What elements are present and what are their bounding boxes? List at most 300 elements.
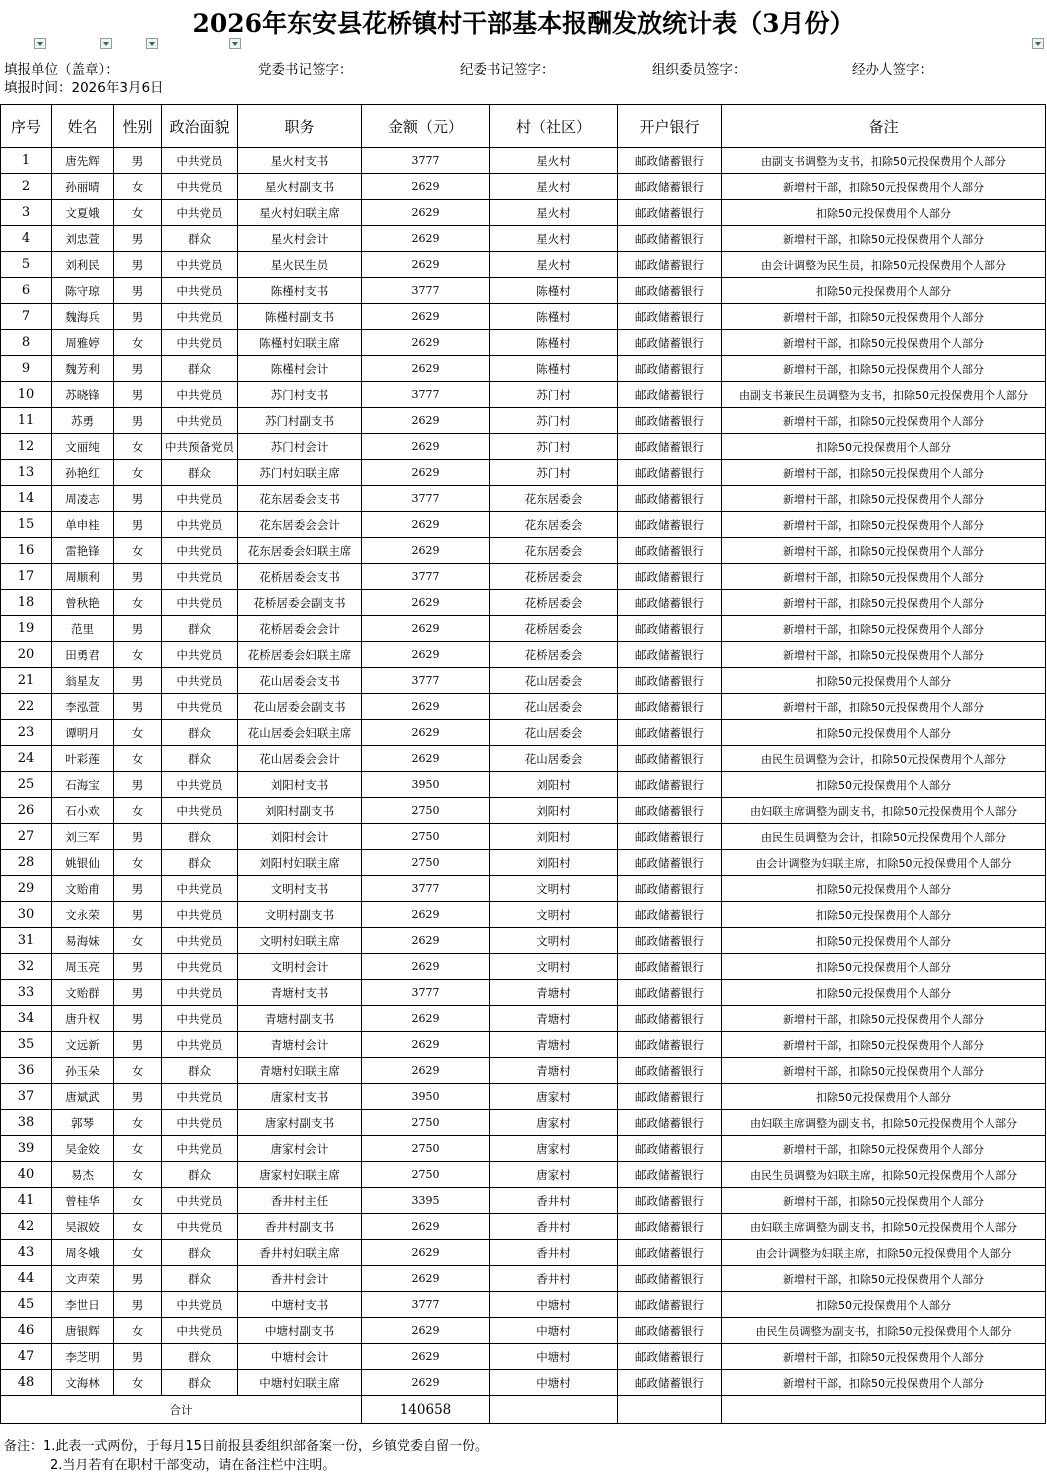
position-cell: 星火村副支书 bbox=[238, 174, 362, 200]
table-row bbox=[1, 1318, 1046, 1344]
amount-cell: 2629 bbox=[362, 954, 490, 980]
person-name-cell: 吴淑姣 bbox=[52, 1214, 114, 1240]
village-cell: 文明村 bbox=[490, 954, 618, 980]
village-cell: 陈槿村 bbox=[490, 356, 618, 382]
bank-cell: 邮政储蓄银行 bbox=[618, 1214, 722, 1240]
remark-cell: 由会计调整为妇联主席，扣除50元投保费用个人部分 bbox=[722, 850, 1046, 876]
table-row bbox=[1, 278, 1046, 304]
filter-dropdown-icon[interactable] bbox=[34, 38, 46, 49]
remark-cell: 由民生员调整为会计，扣除50元投保费用个人部分 bbox=[722, 746, 1046, 772]
table-row bbox=[1, 1292, 1046, 1318]
bank-cell: 邮政储蓄银行 bbox=[618, 330, 722, 356]
table-row bbox=[1, 642, 1046, 668]
table-row bbox=[1, 1240, 1046, 1266]
bank-cell: 邮政储蓄银行 bbox=[618, 174, 722, 200]
row-number-cell: 2 bbox=[1, 174, 52, 200]
position-cell: 唐家村妇联主席 bbox=[238, 1162, 362, 1188]
table-row bbox=[1, 824, 1046, 850]
bank-cell: 邮政储蓄银行 bbox=[618, 824, 722, 850]
table-header-row bbox=[1, 105, 1046, 148]
political-status-cell: 中共党员 bbox=[162, 538, 238, 564]
amount-cell: 2629 bbox=[362, 174, 490, 200]
gender-cell: 男 bbox=[114, 382, 162, 408]
bank-cell: 邮政储蓄银行 bbox=[618, 1240, 722, 1266]
remark-cell: 由妇联主席调整为副支书，扣除50元投保费用个人部分 bbox=[722, 798, 1046, 824]
village-cell: 星火村 bbox=[490, 174, 618, 200]
remark-cell: 新增村干部，扣除50元投保费用个人部分 bbox=[722, 356, 1046, 382]
org-member-sign-label: 组织委员签字： bbox=[652, 62, 747, 78]
person-name-cell: 叶彩莲 bbox=[52, 746, 114, 772]
row-number-cell: 18 bbox=[1, 590, 52, 616]
position-cell: 星火民生员 bbox=[238, 252, 362, 278]
village-cell: 花山居委会 bbox=[490, 720, 618, 746]
row-number-cell: 43 bbox=[1, 1240, 52, 1266]
position-cell: 花山居委会会计 bbox=[238, 746, 362, 772]
person-name-cell: 曾秋艳 bbox=[52, 590, 114, 616]
person-name-cell: 谭明月 bbox=[52, 720, 114, 746]
bank-cell: 邮政储蓄银行 bbox=[618, 200, 722, 226]
village-cell: 花东居委会 bbox=[490, 512, 618, 538]
position-cell: 青塘村会计 bbox=[238, 1032, 362, 1058]
bank-cell: 邮政储蓄银行 bbox=[618, 668, 722, 694]
bank-cell: 邮政储蓄银行 bbox=[618, 460, 722, 486]
gender-cell: 男 bbox=[114, 512, 162, 538]
bank-cell: 邮政储蓄银行 bbox=[618, 1032, 722, 1058]
person-name-cell: 吴金姣 bbox=[52, 1136, 114, 1162]
position-cell: 花东居委会会计 bbox=[238, 512, 362, 538]
gender-cell: 男 bbox=[114, 1344, 162, 1370]
position-cell: 青塘村副支书 bbox=[238, 1006, 362, 1032]
table-row bbox=[1, 694, 1046, 720]
village-cell: 花桥居委会 bbox=[490, 616, 618, 642]
gender-cell: 女 bbox=[114, 590, 162, 616]
row-number-cell: 15 bbox=[1, 512, 52, 538]
position-cell: 香井村妇联主席 bbox=[238, 1240, 362, 1266]
political-status-cell: 中共党员 bbox=[162, 382, 238, 408]
village-cell: 花桥居委会 bbox=[490, 642, 618, 668]
remark-cell: 扣除50元投保费用个人部分 bbox=[722, 772, 1046, 798]
gender-cell: 女 bbox=[114, 200, 162, 226]
remark-cell: 扣除50元投保费用个人部分 bbox=[722, 928, 1046, 954]
political-status-cell: 中共党员 bbox=[162, 876, 238, 902]
table-row bbox=[1, 616, 1046, 642]
amount-cell: 2629 bbox=[362, 304, 490, 330]
gender-cell: 女 bbox=[114, 1110, 162, 1136]
person-name-cell: 石海宝 bbox=[52, 772, 114, 798]
amount-cell: 2629 bbox=[362, 200, 490, 226]
table-row bbox=[1, 252, 1046, 278]
remark-cell: 由妇联主席调整为副支书，扣除50元投保费用个人部分 bbox=[722, 1214, 1046, 1240]
person-name-cell: 孙丽晴 bbox=[52, 174, 114, 200]
village-cell: 苏门村 bbox=[490, 408, 618, 434]
remark-cell: 新增村干部，扣除50元投保费用个人部分 bbox=[722, 1370, 1046, 1396]
amount-cell: 2629 bbox=[362, 252, 490, 278]
position-cell: 中塘村妇联主席 bbox=[238, 1370, 362, 1396]
gender-cell: 女 bbox=[114, 330, 162, 356]
amount-cell: 3950 bbox=[362, 772, 490, 798]
amount-cell: 3950 bbox=[362, 1084, 490, 1110]
gender-cell: 男 bbox=[114, 902, 162, 928]
village-cell: 青塘村 bbox=[490, 980, 618, 1006]
bank-cell: 邮政储蓄银行 bbox=[618, 1058, 722, 1084]
position-cell: 星火村妇联主席 bbox=[238, 200, 362, 226]
row-number-cell: 23 bbox=[1, 720, 52, 746]
bank-cell: 邮政储蓄银行 bbox=[618, 772, 722, 798]
table-row bbox=[1, 772, 1046, 798]
person-name-cell: 文丽纯 bbox=[52, 434, 114, 460]
bank-cell: 邮政储蓄银行 bbox=[618, 1136, 722, 1162]
row-number-cell: 38 bbox=[1, 1110, 52, 1136]
party-secretary-sign-label: 党委书记签字： bbox=[258, 62, 353, 78]
position-cell: 刘阳村副支书 bbox=[238, 798, 362, 824]
bank-cell: 邮政储蓄银行 bbox=[618, 1370, 722, 1396]
position-cell: 花山居委会妇联主席 bbox=[238, 720, 362, 746]
gender-cell: 女 bbox=[114, 1370, 162, 1396]
row-number-cell: 17 bbox=[1, 564, 52, 590]
amount-cell: 2629 bbox=[362, 746, 490, 772]
person-name-cell: 周冬娥 bbox=[52, 1240, 114, 1266]
table-row bbox=[1, 304, 1046, 330]
village-cell: 花山居委会 bbox=[490, 746, 618, 772]
remark-cell: 新增村干部，扣除50元投保费用个人部分 bbox=[722, 304, 1046, 330]
person-name-cell: 孙艳红 bbox=[52, 460, 114, 486]
political-status-cell: 中共党员 bbox=[162, 668, 238, 694]
amount-cell: 3395 bbox=[362, 1188, 490, 1214]
person-name-cell: 石小欢 bbox=[52, 798, 114, 824]
amount-cell: 2629 bbox=[362, 902, 490, 928]
remark-cell: 新增村干部，扣除50元投保费用个人部分 bbox=[722, 408, 1046, 434]
row-number-cell: 31 bbox=[1, 928, 52, 954]
political-status-cell: 群众 bbox=[162, 1266, 238, 1292]
village-cell: 文明村 bbox=[490, 876, 618, 902]
amount-cell: 2629 bbox=[362, 434, 490, 460]
political-status-cell: 中共预备党员 bbox=[162, 434, 238, 460]
column-header: 备注 bbox=[722, 105, 1046, 148]
person-name-cell: 刘三军 bbox=[52, 824, 114, 850]
row-number-cell: 1 bbox=[1, 148, 52, 174]
political-status-cell: 中共党员 bbox=[162, 1084, 238, 1110]
political-status-cell: 群众 bbox=[162, 460, 238, 486]
amount-cell: 2629 bbox=[362, 1058, 490, 1084]
table-row bbox=[1, 1188, 1046, 1214]
row-number-cell: 8 bbox=[1, 330, 52, 356]
remark-cell: 由副支书兼民生员调整为支书，扣除50元投保费用个人部分 bbox=[722, 382, 1046, 408]
position-cell: 香井村会计 bbox=[238, 1266, 362, 1292]
bank-cell: 邮政储蓄银行 bbox=[618, 642, 722, 668]
remark-cell: 新增村干部，扣除50元投保费用个人部分 bbox=[722, 1058, 1046, 1084]
table-row bbox=[1, 746, 1046, 772]
bank-cell: 邮政储蓄银行 bbox=[618, 148, 722, 174]
amount-cell: 3777 bbox=[362, 486, 490, 512]
row-number-cell: 6 bbox=[1, 278, 52, 304]
village-cell: 青塘村 bbox=[490, 1006, 618, 1032]
village-cell: 星火村 bbox=[490, 148, 618, 174]
position-cell: 花山居委会副支书 bbox=[238, 694, 362, 720]
person-name-cell: 刘利民 bbox=[52, 252, 114, 278]
amount-cell: 2629 bbox=[362, 1344, 490, 1370]
bank-cell: 邮政储蓄银行 bbox=[618, 928, 722, 954]
table-row bbox=[1, 356, 1046, 382]
person-name-cell: 唐斌武 bbox=[52, 1084, 114, 1110]
political-status-cell: 群众 bbox=[162, 1240, 238, 1266]
position-cell: 唐家村支书 bbox=[238, 1084, 362, 1110]
amount-cell: 2750 bbox=[362, 850, 490, 876]
table-row bbox=[1, 1058, 1046, 1084]
political-status-cell: 群众 bbox=[162, 1370, 238, 1396]
political-status-cell: 群众 bbox=[162, 356, 238, 382]
remark-cell: 由会计调整为民生员，扣除50元投保费用个人部分 bbox=[722, 252, 1046, 278]
person-name-cell: 孙玉朵 bbox=[52, 1058, 114, 1084]
position-cell: 花桥居委会支书 bbox=[238, 564, 362, 590]
column-header: 政治面貌 bbox=[162, 105, 238, 148]
village-cell: 刘阳村 bbox=[490, 798, 618, 824]
position-cell: 陈槿村支书 bbox=[238, 278, 362, 304]
row-number-cell: 45 bbox=[1, 1292, 52, 1318]
political-status-cell: 中共党员 bbox=[162, 928, 238, 954]
remark-cell: 扣除50元投保费用个人部分 bbox=[722, 668, 1046, 694]
political-status-cell: 群众 bbox=[162, 226, 238, 252]
table-cell bbox=[722, 1396, 1046, 1424]
remark-cell: 扣除50元投保费用个人部分 bbox=[722, 980, 1046, 1006]
political-status-cell: 群众 bbox=[162, 1058, 238, 1084]
person-name-cell: 李芝明 bbox=[52, 1344, 114, 1370]
table-row bbox=[1, 538, 1046, 564]
amount-cell: 2629 bbox=[362, 408, 490, 434]
table-row bbox=[1, 408, 1046, 434]
person-name-cell: 文远新 bbox=[52, 1032, 114, 1058]
position-cell: 刘阳村会计 bbox=[238, 824, 362, 850]
row-number-cell: 9 bbox=[1, 356, 52, 382]
remark-cell: 新增村干部，扣除50元投保费用个人部分 bbox=[722, 538, 1046, 564]
row-number-cell: 30 bbox=[1, 902, 52, 928]
row-number-cell: 37 bbox=[1, 1084, 52, 1110]
position-cell: 星火村会计 bbox=[238, 226, 362, 252]
table-row bbox=[1, 486, 1046, 512]
village-cell: 星火村 bbox=[490, 226, 618, 252]
row-number-cell: 28 bbox=[1, 850, 52, 876]
table-row bbox=[1, 668, 1046, 694]
amount-cell: 2629 bbox=[362, 226, 490, 252]
village-cell: 刘阳村 bbox=[490, 850, 618, 876]
remark-cell: 新增村干部，扣除50元投保费用个人部分 bbox=[722, 694, 1046, 720]
salary-table bbox=[0, 104, 1046, 1424]
person-name-cell: 苏勇 bbox=[52, 408, 114, 434]
row-number-cell: 44 bbox=[1, 1266, 52, 1292]
person-name-cell: 李泓萱 bbox=[52, 694, 114, 720]
table-body bbox=[1, 148, 1046, 1396]
gender-cell: 女 bbox=[114, 720, 162, 746]
bank-cell: 邮政储蓄银行 bbox=[618, 850, 722, 876]
political-status-cell: 群众 bbox=[162, 616, 238, 642]
footnote-line-1: 备注：1.此表一式两份，于每月15日前报县委组织部备案一份，乡镇党委自留一份。 bbox=[4, 1439, 488, 1454]
gender-cell: 女 bbox=[114, 850, 162, 876]
gender-cell: 女 bbox=[114, 798, 162, 824]
filter-dropdown-icon[interactable] bbox=[146, 38, 158, 49]
gender-cell: 男 bbox=[114, 1006, 162, 1032]
remark-cell: 扣除50元投保费用个人部分 bbox=[722, 434, 1046, 460]
filter-dropdown-icon[interactable] bbox=[100, 38, 112, 49]
amount-cell: 2629 bbox=[362, 460, 490, 486]
political-status-cell: 群众 bbox=[162, 1344, 238, 1370]
position-cell: 刘阳村妇联主席 bbox=[238, 850, 362, 876]
person-name-cell: 文声荣 bbox=[52, 1266, 114, 1292]
position-cell: 刘阳村支书 bbox=[238, 772, 362, 798]
position-cell: 花桥居委会副支书 bbox=[238, 590, 362, 616]
position-cell: 中塘村会计 bbox=[238, 1344, 362, 1370]
remark-cell: 扣除50元投保费用个人部分 bbox=[722, 1292, 1046, 1318]
village-cell: 陈槿村 bbox=[490, 304, 618, 330]
remark-cell: 新增村干部，扣除50元投保费用个人部分 bbox=[722, 226, 1046, 252]
remark-cell: 由民生员调整为副支书，扣除50元投保费用个人部分 bbox=[722, 1318, 1046, 1344]
political-status-cell: 中共党员 bbox=[162, 980, 238, 1006]
amount-cell: 2629 bbox=[362, 356, 490, 382]
amount-cell: 2750 bbox=[362, 824, 490, 850]
remark-cell: 扣除50元投保费用个人部分 bbox=[722, 720, 1046, 746]
village-cell: 唐家村 bbox=[490, 1110, 618, 1136]
amount-cell: 3777 bbox=[362, 876, 490, 902]
village-cell: 花山居委会 bbox=[490, 694, 618, 720]
position-cell: 苏门村副支书 bbox=[238, 408, 362, 434]
amount-cell: 3777 bbox=[362, 980, 490, 1006]
political-status-cell: 中共党员 bbox=[162, 1032, 238, 1058]
position-cell: 唐家村副支书 bbox=[238, 1110, 362, 1136]
position-cell: 花东居委会支书 bbox=[238, 486, 362, 512]
table-row bbox=[1, 460, 1046, 486]
remark-cell: 扣除50元投保费用个人部分 bbox=[722, 954, 1046, 980]
gender-cell: 女 bbox=[114, 538, 162, 564]
footnote-line-2: 2.当月若有在职村干部变动，请在备注栏中注明。 bbox=[50, 1458, 336, 1473]
table-row bbox=[1, 1214, 1046, 1240]
position-cell: 苏门村会计 bbox=[238, 434, 362, 460]
position-cell: 花桥居委会会计 bbox=[238, 616, 362, 642]
village-cell: 陈槿村 bbox=[490, 278, 618, 304]
row-number-cell: 4 bbox=[1, 226, 52, 252]
amount-cell: 2629 bbox=[362, 928, 490, 954]
village-cell: 青塘村 bbox=[490, 1032, 618, 1058]
village-cell: 中塘村 bbox=[490, 1292, 618, 1318]
column-header: 职务 bbox=[238, 105, 362, 148]
table-row bbox=[1, 330, 1046, 356]
bank-cell: 邮政储蓄银行 bbox=[618, 1292, 722, 1318]
position-cell: 文明村副支书 bbox=[238, 902, 362, 928]
person-name-cell: 文永荣 bbox=[52, 902, 114, 928]
position-cell: 花桥居委会妇联主席 bbox=[238, 642, 362, 668]
row-number-cell: 41 bbox=[1, 1188, 52, 1214]
row-number-cell: 39 bbox=[1, 1136, 52, 1162]
village-cell: 花桥居委会 bbox=[490, 564, 618, 590]
table-row bbox=[1, 1370, 1046, 1396]
village-cell: 花山居委会 bbox=[490, 668, 618, 694]
column-header: 序号 bbox=[1, 105, 52, 148]
bank-cell: 邮政储蓄银行 bbox=[618, 616, 722, 642]
table-row bbox=[1, 200, 1046, 226]
gender-cell: 男 bbox=[114, 356, 162, 382]
position-cell: 陈槿村妇联主席 bbox=[238, 330, 362, 356]
gender-cell: 女 bbox=[114, 1058, 162, 1084]
row-number-cell: 21 bbox=[1, 668, 52, 694]
village-cell: 香井村 bbox=[490, 1240, 618, 1266]
filter-dropdown-icon[interactable] bbox=[1032, 38, 1044, 49]
column-header: 性别 bbox=[114, 105, 162, 148]
political-status-cell: 中共党员 bbox=[162, 954, 238, 980]
gender-cell: 女 bbox=[114, 460, 162, 486]
person-name-cell: 唐银辉 bbox=[52, 1318, 114, 1344]
gender-cell: 男 bbox=[114, 980, 162, 1006]
political-status-cell: 中共党员 bbox=[162, 772, 238, 798]
table-row bbox=[1, 1084, 1046, 1110]
political-status-cell: 中共党员 bbox=[162, 408, 238, 434]
remark-cell: 由民生员调整为妇联主席，扣除50元投保费用个人部分 bbox=[722, 1162, 1046, 1188]
person-name-cell: 唐先辉 bbox=[52, 148, 114, 174]
village-cell: 文明村 bbox=[490, 928, 618, 954]
handler-sign-label: 经办人签字： bbox=[852, 62, 933, 78]
gender-cell: 女 bbox=[114, 1188, 162, 1214]
gender-cell: 女 bbox=[114, 928, 162, 954]
position-cell: 中塘村支书 bbox=[238, 1292, 362, 1318]
column-header: 村（社区） bbox=[490, 105, 618, 148]
person-name-cell: 单申桂 bbox=[52, 512, 114, 538]
amount-cell: 2629 bbox=[362, 1318, 490, 1344]
bank-cell: 邮政储蓄银行 bbox=[618, 876, 722, 902]
bank-cell: 邮政储蓄银行 bbox=[618, 902, 722, 928]
political-status-cell: 群众 bbox=[162, 850, 238, 876]
amount-cell: 3777 bbox=[362, 668, 490, 694]
filter-dropdown-icon[interactable] bbox=[229, 38, 241, 49]
bank-cell: 邮政储蓄银行 bbox=[618, 486, 722, 512]
table-row bbox=[1, 1006, 1046, 1032]
bank-cell: 邮政储蓄银行 bbox=[618, 512, 722, 538]
gender-cell: 男 bbox=[114, 1266, 162, 1292]
total-label: 合计 bbox=[1, 1396, 362, 1424]
row-number-cell: 24 bbox=[1, 746, 52, 772]
table-row bbox=[1, 590, 1046, 616]
village-cell: 苏门村 bbox=[490, 434, 618, 460]
person-name-cell: 唐升权 bbox=[52, 1006, 114, 1032]
bank-cell: 邮政储蓄银行 bbox=[618, 590, 722, 616]
remark-cell: 由民生员调整为会计，扣除50元投保费用个人部分 bbox=[722, 824, 1046, 850]
gender-cell: 男 bbox=[114, 226, 162, 252]
political-status-cell: 中共党员 bbox=[162, 486, 238, 512]
person-name-cell: 刘忠萱 bbox=[52, 226, 114, 252]
gender-cell: 女 bbox=[114, 1214, 162, 1240]
gender-cell: 男 bbox=[114, 668, 162, 694]
remark-cell: 新增村干部，扣除50元投保费用个人部分 bbox=[722, 1136, 1046, 1162]
person-name-cell: 翁星友 bbox=[52, 668, 114, 694]
bank-cell: 邮政储蓄银行 bbox=[618, 434, 722, 460]
remark-cell: 扣除50元投保费用个人部分 bbox=[722, 1084, 1046, 1110]
bank-cell: 邮政储蓄银行 bbox=[618, 382, 722, 408]
remark-cell: 新增村干部，扣除50元投保费用个人部分 bbox=[722, 564, 1046, 590]
person-name-cell: 周凌志 bbox=[52, 486, 114, 512]
person-name-cell: 李世日 bbox=[52, 1292, 114, 1318]
amount-cell: 2629 bbox=[362, 1370, 490, 1396]
village-cell: 刘阳村 bbox=[490, 772, 618, 798]
remark-cell: 由妇联主席调整为副支书，扣除50元投保费用个人部分 bbox=[722, 1110, 1046, 1136]
row-number-cell: 3 bbox=[1, 200, 52, 226]
table-row bbox=[1, 148, 1046, 174]
bank-cell: 邮政储蓄银行 bbox=[618, 1162, 722, 1188]
column-header: 开户银行 bbox=[618, 105, 722, 148]
table-row bbox=[1, 1266, 1046, 1292]
bank-cell: 邮政储蓄银行 bbox=[618, 538, 722, 564]
political-status-cell: 中共党员 bbox=[162, 200, 238, 226]
person-name-cell: 文贻甫 bbox=[52, 876, 114, 902]
amount-cell: 3777 bbox=[362, 1292, 490, 1318]
table-row bbox=[1, 1110, 1046, 1136]
gender-cell: 女 bbox=[114, 746, 162, 772]
person-name-cell: 田勇君 bbox=[52, 642, 114, 668]
table-row bbox=[1, 850, 1046, 876]
